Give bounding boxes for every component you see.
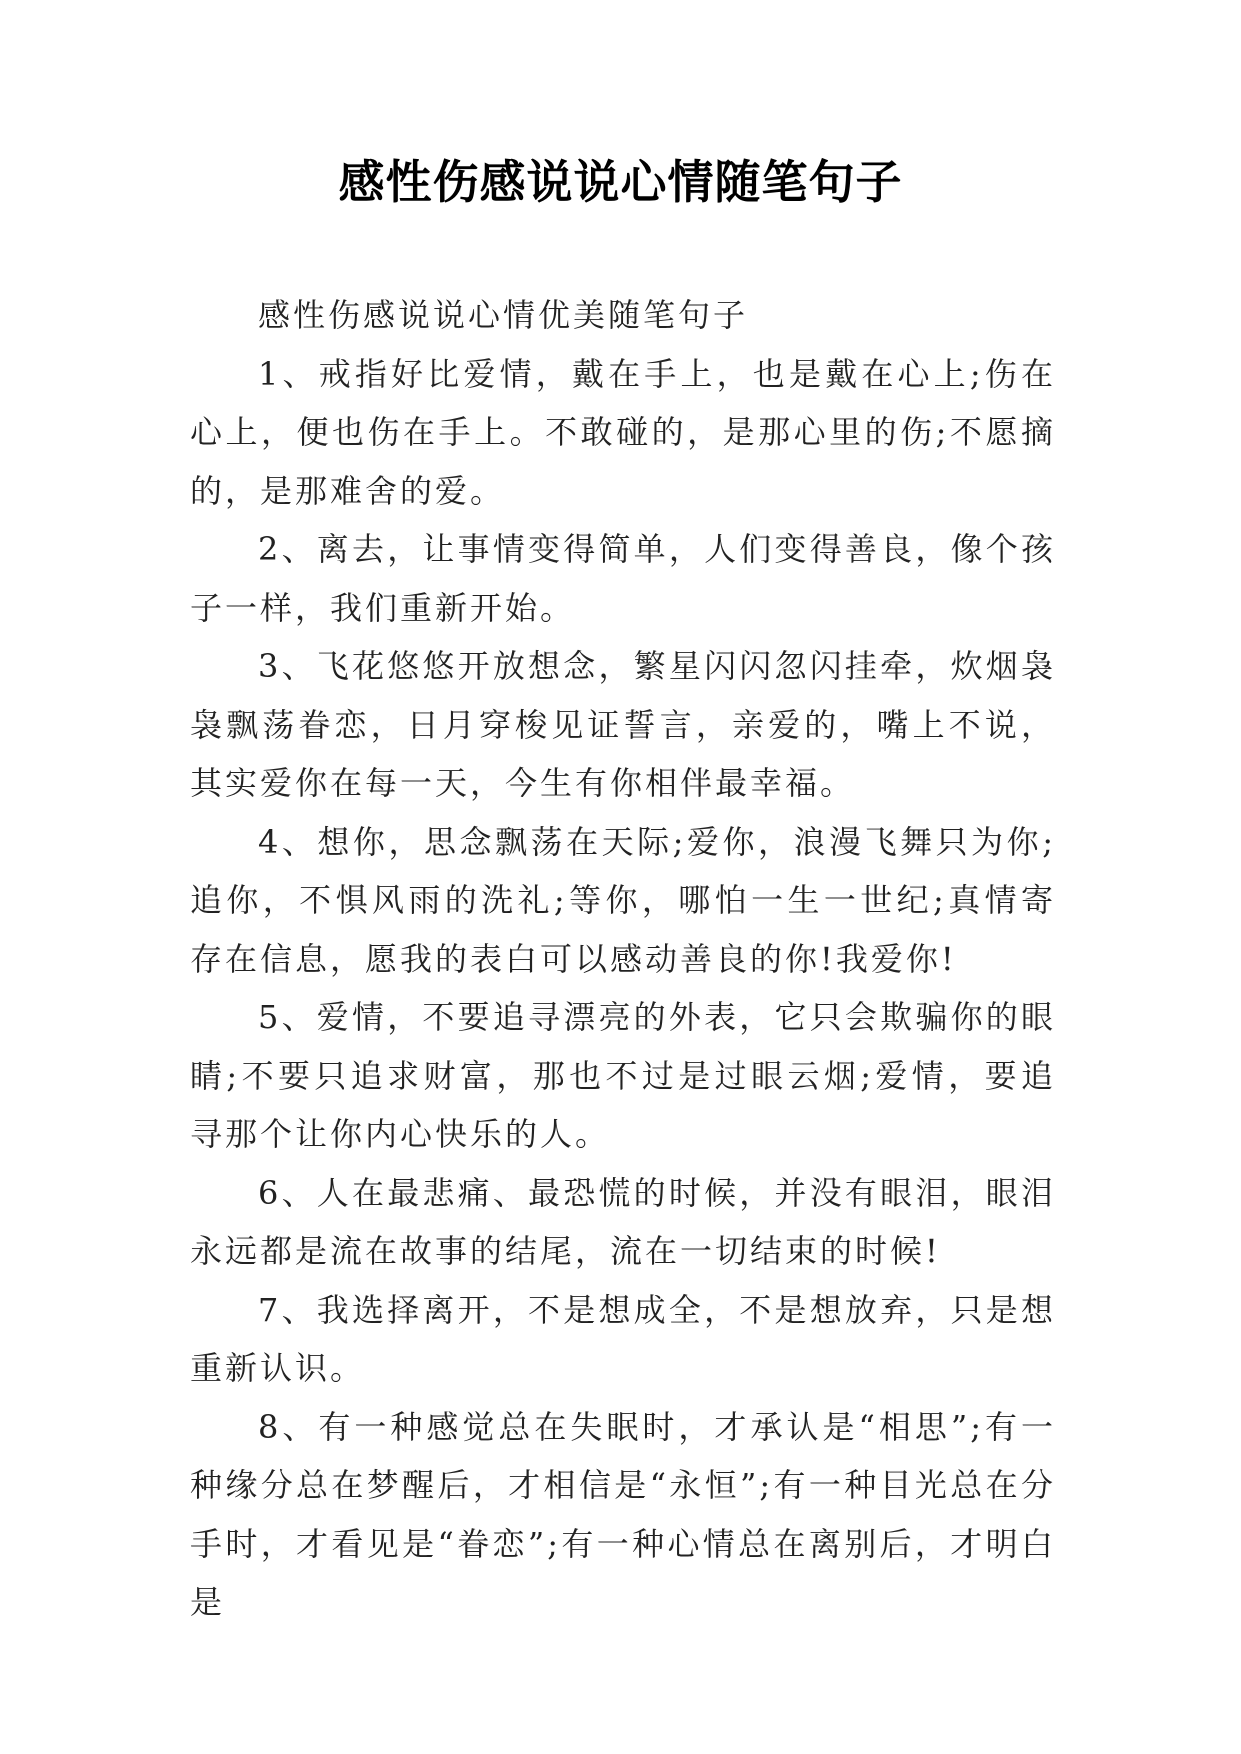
paragraph-6: 6、人在最悲痛、最恐慌的时候，并没有眼泪，眼泪永远都是流在故事的结尾，流在一切结束的时候! [190,1173,1056,1270]
paragraph-1: 1、戒指好比爱情，戴在手上，也是戴在心上;伤在心上，便也伤在手上。不敢碰的，是那心里的伤;不愿摘的，是那难舍的爱。 [190,354,1056,510]
paragraph-2: 2、离去，让事情变得简单，人们变得善良，像个孩子一样，我们重新开始。 [190,530,1056,627]
document-title: 感性伤感说说心情随笔句子 [338,155,903,209]
paragraph-5: 5、爱情，不要追寻漂亮的外表，它只会欺骗你的眼睛;不要只追求财富，那也不过是过眼云烟;爱情，要追寻那个让你内心快乐的人。 [190,998,1056,1153]
subtitle-paragraph: 感性伤感说说心情优美随笔句子 [258,296,749,334]
paragraph-4: 4、想你，思念飘荡在天际;爱你，浪漫飞舞只为你;追你，不惧风雨的洗礼;等你，哪怕一生一世纪;真情寄存在信息，愿我的表白可以感动善良的你!我爱你! [190,822,1056,978]
document-body [190,286,1056,1632]
paragraph-7: 7、我选择离开，不是想成全，不是想放弃，只是想重新认识。 [190,1290,1056,1387]
paragraph-3: 3、飞花悠悠开放想念，繁星闪闪忽闪挂牵，炊烟袅袅飘荡眷恋，日月穿梭见证誓言，亲爱的，嘴上不说，其实爱你在每一天，今生有你相伴最幸福。 [190,647,1056,802]
paragraph-8: 8、有一种感觉总在失眠时，才承认是“相思”;有一种缘分总在梦醒后，才相信是“永恒”;有一种目光总在分手时，才看见是“眷恋”;有一种心情总在离别后，才明白是 [190,1407,1056,1621]
